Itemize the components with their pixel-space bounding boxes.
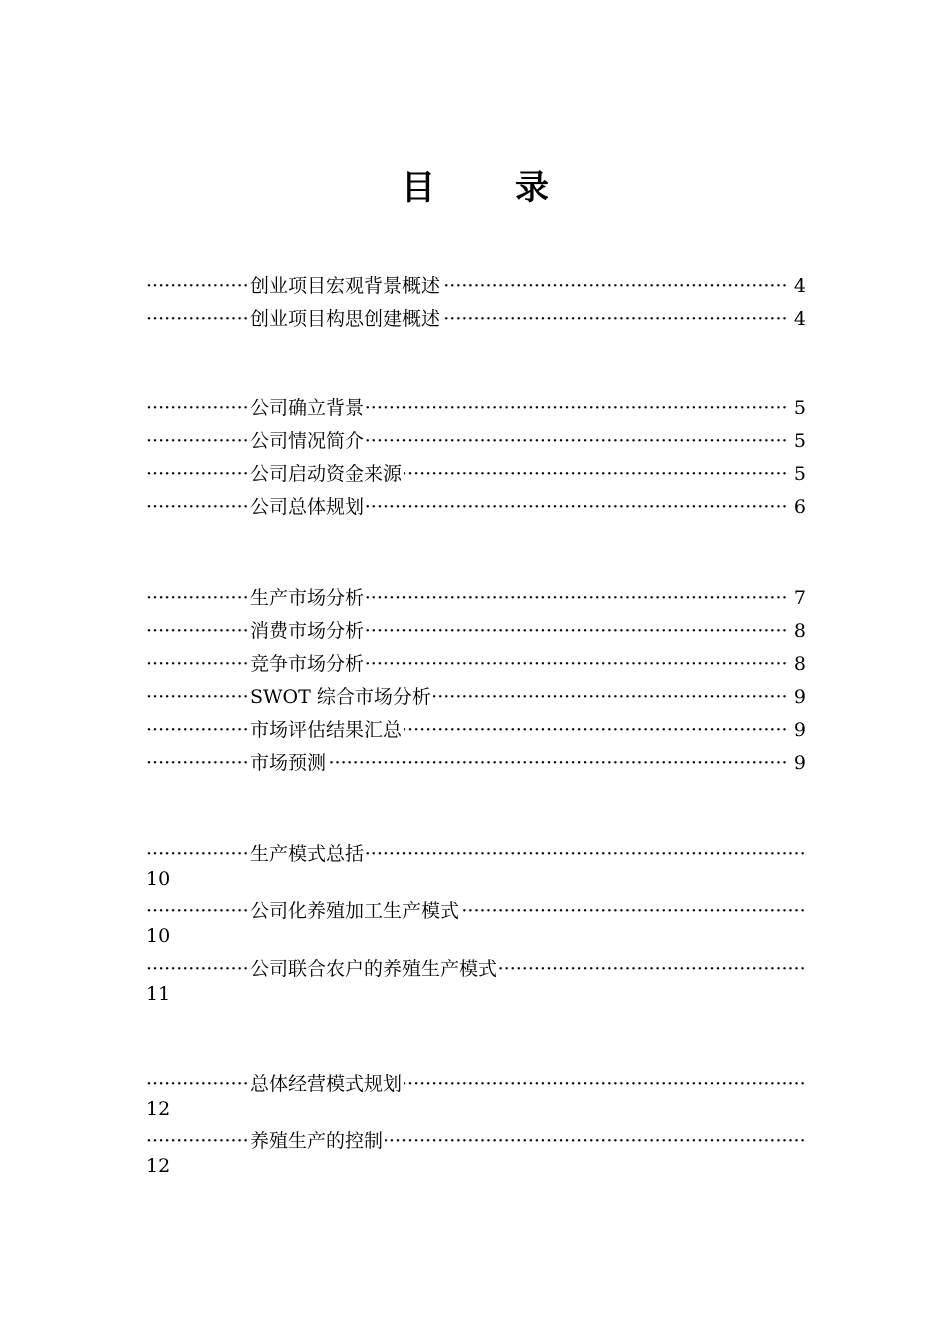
toc-entry-page: 12: [146, 1155, 171, 1177]
toc-entry-page: 9: [793, 686, 806, 708]
leader-dots: [146, 682, 250, 712]
leader-dots: [146, 393, 250, 423]
toc-entry-label: 公司情况简介: [250, 426, 366, 456]
leader-dots: [146, 715, 250, 745]
toc-entry[interactable]: [146, 1069, 806, 1125]
toc-entry-page: 10: [146, 925, 171, 947]
toc-entry-page: 6: [793, 496, 806, 518]
title-char-2: 录: [515, 168, 549, 208]
toc-entry-label: 创业项目宏观背景概述: [250, 271, 442, 301]
leader-dots: [146, 304, 250, 334]
leader-dots: [146, 459, 250, 489]
toc-entry[interactable]: [146, 304, 806, 334]
toc-entry-page: 8: [793, 620, 806, 642]
toc-entry[interactable]: [146, 715, 806, 745]
toc-entry[interactable]: [146, 839, 806, 895]
toc-entry-label: 创业项目构思创建概述: [250, 304, 442, 334]
leader-dots: [146, 649, 250, 679]
toc-entry-page: 10: [146, 868, 171, 890]
toc-entry-page: 4: [793, 275, 806, 297]
leader-dots: [146, 271, 250, 301]
toc-entry-page: 9: [793, 719, 806, 741]
title-char-1: 目: [401, 168, 435, 208]
toc-entry-page: 8: [793, 653, 806, 675]
toc-entry-label: 市场评估结果汇总: [250, 715, 404, 745]
toc-entry-page: 4: [793, 308, 806, 330]
toc-entry-label: 竞争市场分析: [250, 649, 366, 679]
page-title: [0, 160, 950, 209]
leader-dots: [146, 616, 250, 646]
leader-dots: [250, 748, 788, 778]
toc-entry[interactable]: [146, 583, 806, 613]
leader-dots: [146, 426, 250, 456]
toc-entry[interactable]: [146, 1126, 806, 1182]
toc-entry-label: 生产模式总括: [250, 839, 366, 869]
toc-entry[interactable]: [146, 459, 806, 489]
toc-entry[interactable]: [146, 748, 806, 778]
toc-entry-page: 11: [146, 983, 171, 1005]
leader-dots: [146, 492, 250, 522]
toc-entry-label: 公司联合农户的养殖生产模式: [250, 954, 499, 984]
toc-entry-label: 总体经营模式规划: [250, 1069, 404, 1099]
toc-entry-page: 12: [146, 1098, 171, 1120]
toc-entry[interactable]: [146, 896, 806, 952]
toc-entry[interactable]: [146, 492, 806, 522]
toc-entry-page: 9: [793, 752, 806, 774]
toc-entry-page: 7: [793, 587, 806, 609]
toc-entry-label: 公司启动资金来源: [250, 459, 404, 489]
toc-entry[interactable]: [146, 954, 806, 1010]
leader-dots: [146, 748, 250, 778]
toc-entry[interactable]: [146, 426, 806, 456]
toc-entry-label: 养殖生产的控制: [250, 1126, 385, 1156]
toc-entry[interactable]: [146, 271, 806, 301]
leader-dots: [146, 583, 250, 613]
toc-entry-label: 公司确立背景: [250, 393, 366, 423]
toc-entry[interactable]: [146, 649, 806, 679]
toc-entry[interactable]: [146, 616, 806, 646]
toc-entry-page: 5: [793, 463, 806, 485]
toc-entry[interactable]: [146, 393, 806, 423]
toc-entry-page: 5: [793, 430, 806, 452]
toc-entry-label: 公司化养殖加工生产模式: [250, 896, 461, 926]
toc-entry-label: 市场预测: [250, 748, 328, 778]
toc-entry-label: 生产市场分析: [250, 583, 366, 613]
toc-entry-label: 公司总体规划: [250, 492, 366, 522]
toc-entry-page: 5: [793, 397, 806, 419]
toc-entry-label: SWOT 综合市场分析: [250, 682, 433, 712]
toc-entry[interactable]: [146, 682, 806, 712]
toc-entry-label: 消费市场分析: [250, 616, 366, 646]
